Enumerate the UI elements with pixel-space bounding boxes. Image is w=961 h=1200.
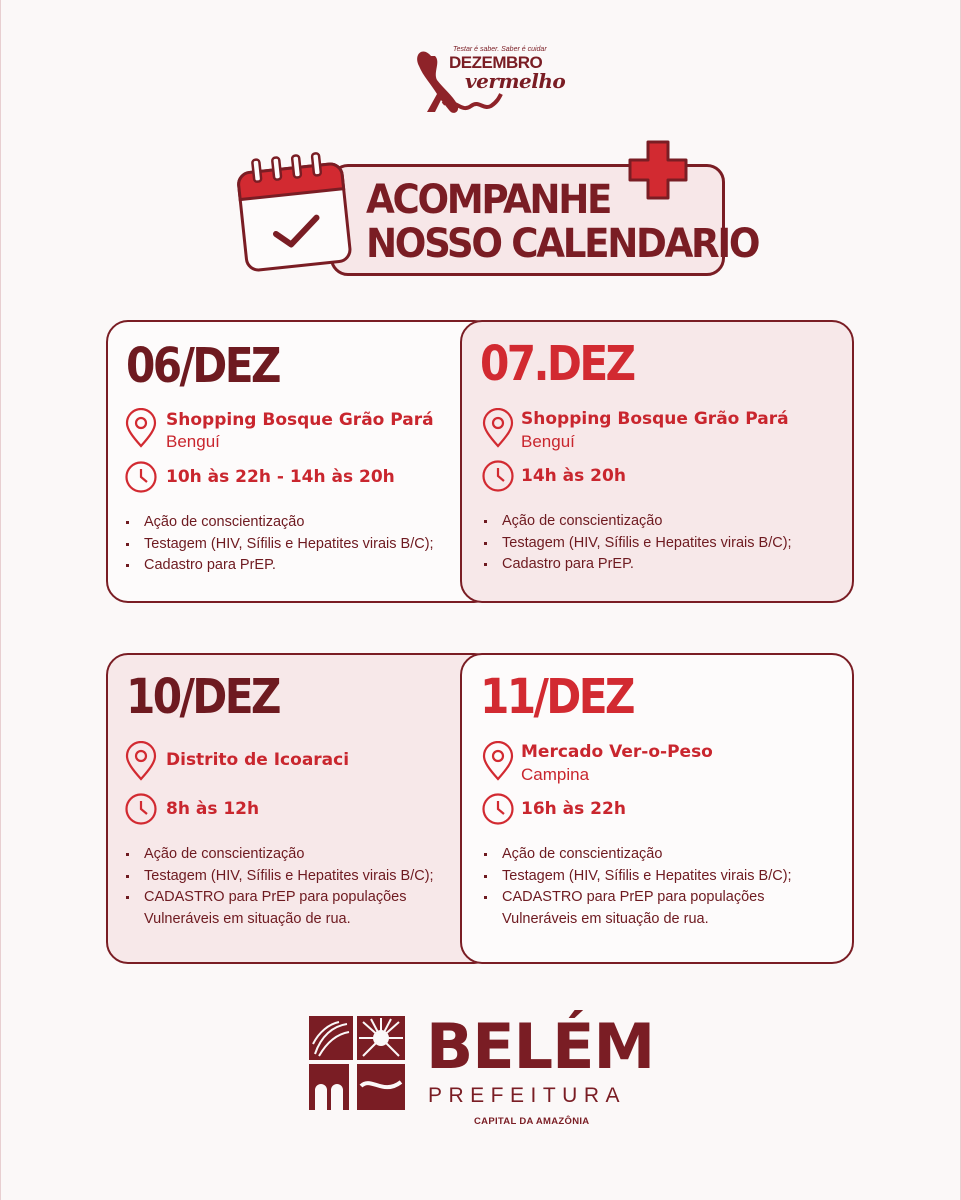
campaign-title: DEZEMBRO bbox=[449, 53, 543, 72]
clock-icon bbox=[124, 460, 158, 494]
location-pin-icon bbox=[124, 408, 158, 448]
event-hours: 14h às 20h bbox=[521, 466, 626, 486]
event-venue: Shopping Bosque Grão Pará bbox=[166, 410, 434, 430]
activity-item: Ação de conscientização bbox=[124, 512, 434, 534]
event-neighborhood: Campina bbox=[521, 765, 590, 784]
event-date: 07.DEZ bbox=[480, 336, 634, 392]
event-date: 11/DEZ bbox=[480, 669, 633, 725]
frame-left bbox=[0, 0, 1, 1200]
org-name: PREFEITURA bbox=[428, 1084, 627, 1107]
event-hours: 10h às 22h - 14h às 20h bbox=[166, 467, 395, 487]
clock-icon bbox=[124, 792, 158, 826]
location-pin-icon bbox=[481, 408, 515, 448]
activity-item-continued: Vulneráveis em situação de rua. bbox=[144, 910, 351, 927]
activity-list bbox=[482, 844, 792, 930]
activity-item-continued: Vulneráveis em situação de rua. bbox=[502, 910, 709, 927]
belem-emblem-icon bbox=[309, 1016, 405, 1115]
clock-icon bbox=[481, 792, 515, 826]
activity-list bbox=[482, 511, 792, 576]
activity-list bbox=[124, 512, 434, 577]
activity-item: Testagem (HIV, Sífilis e Hepatites virais B/C); bbox=[124, 866, 434, 888]
event-card-10-dez bbox=[106, 653, 496, 964]
event-venue: Mercado Ver-o-Peso bbox=[521, 742, 713, 762]
activity-item: Cadastro para PrEP. bbox=[124, 555, 434, 577]
location-pin-icon bbox=[481, 741, 515, 781]
activity-item: Ação de conscientização bbox=[482, 844, 792, 866]
calendar-check-icon bbox=[228, 146, 360, 287]
activity-item: Testagem (HIV, Sífilis e Hepatites virais B/C); bbox=[124, 534, 434, 556]
event-neighborhood: Benguí bbox=[166, 432, 220, 451]
title-line-1: ACOMPANHE bbox=[366, 177, 611, 223]
event-hours: 16h às 22h bbox=[521, 799, 626, 819]
event-date: 10/DEZ bbox=[126, 669, 279, 725]
activity-item: Testagem (HIV, Sífilis e Hepatites virais B/C); bbox=[482, 533, 792, 555]
event-venue: Shopping Bosque Grão Pará bbox=[521, 409, 789, 429]
event-card-06-dez bbox=[106, 320, 496, 603]
city-slogan: CAPITAL DA AMAZÔNIA bbox=[474, 1116, 590, 1127]
event-venue: Distrito de Icoaraci bbox=[166, 750, 350, 770]
page-title bbox=[366, 178, 758, 266]
campaign-subtitle: vermelho bbox=[465, 69, 566, 93]
activity-item: Ação de conscientização bbox=[124, 844, 434, 866]
event-date: 06/DEZ bbox=[126, 338, 279, 394]
activity-item: CADASTRO para PrEP para populações bbox=[124, 887, 434, 909]
activity-item: Ação de conscientização bbox=[482, 511, 792, 533]
clock-icon bbox=[481, 459, 515, 493]
event-card-07-dez bbox=[460, 320, 854, 603]
activity-item: CADASTRO para PrEP para populações bbox=[482, 887, 792, 909]
city-name: BELÉM bbox=[426, 1010, 655, 1083]
event-hours: 8h às 12h bbox=[166, 799, 260, 819]
campaign-tagline: Testar é saber. Saber é cuidar bbox=[453, 46, 547, 53]
location-pin-icon bbox=[124, 741, 158, 781]
activity-item: Cadastro para PrEP. bbox=[482, 554, 792, 576]
activity-list bbox=[124, 844, 434, 930]
activity-item: Testagem (HIV, Sífilis e Hepatites virais B/C); bbox=[482, 866, 792, 888]
event-card-11-dez bbox=[460, 653, 854, 964]
event-neighborhood: Benguí bbox=[521, 432, 575, 451]
title-line-2: NOSSO CALENDARIO bbox=[366, 221, 759, 267]
campaign-logo bbox=[413, 44, 566, 116]
